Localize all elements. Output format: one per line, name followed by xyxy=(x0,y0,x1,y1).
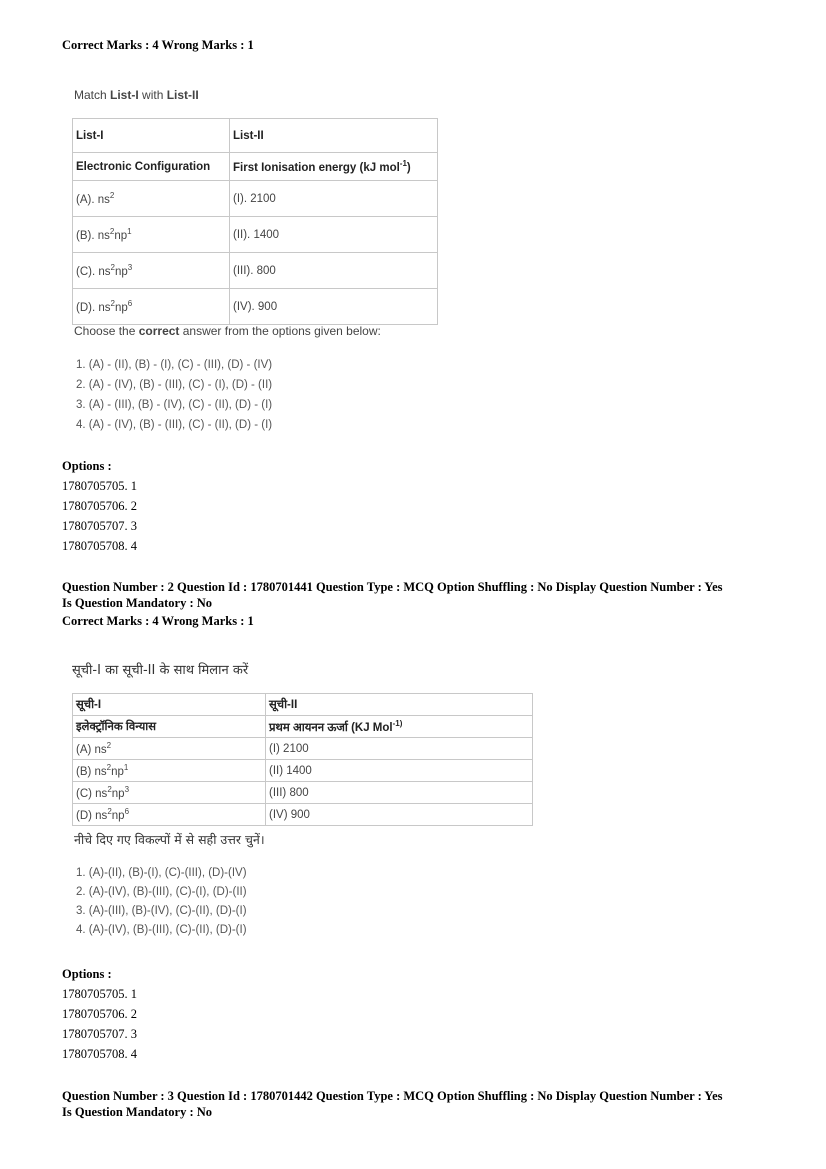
q1-sh2-text: First Ionisation energy (kJ mol xyxy=(233,161,400,174)
choice-item: 1. (A)-(II), (B)-(I), (C)-(III), (D)-(IV) xyxy=(76,867,247,879)
table-row xyxy=(73,253,438,289)
q2-header-line1: Question Number : 2 Question Id : 1780701441 Question Type : MCQ Option Shuffling : No Display Question Number : Yes xyxy=(62,580,723,594)
cell-text: (D). ns xyxy=(76,301,111,314)
cell-sup: 1 xyxy=(123,763,129,773)
cell-sup: 6 xyxy=(127,299,133,309)
q2-sh2-text: प्रथम आयनन ऊर्जा (KJ Mol xyxy=(269,721,393,734)
table-row xyxy=(73,217,438,253)
cell-sup: 2 xyxy=(107,785,112,795)
option-item: 1780705708. 4 xyxy=(62,1047,137,1061)
q1-table-header-2: List-II xyxy=(230,119,438,153)
cell-sup: 3 xyxy=(127,263,133,273)
cell-text: (A) ns xyxy=(76,743,107,756)
q2-table-header-1: सूची-I xyxy=(73,694,266,716)
option-item: 1780705705. 1 xyxy=(62,987,137,1001)
choice-item: 3. (A) - (III), (B) - (IV), (C) - (II), (D) - (I) xyxy=(76,399,273,411)
q2-match-table xyxy=(72,693,533,826)
table-cell: (I). 2100 xyxy=(230,181,438,217)
cell-sup: 2 xyxy=(106,741,112,751)
q2-header-line2: Is Question Mandatory : No xyxy=(62,596,213,610)
table-cell xyxy=(73,253,230,289)
table-cell xyxy=(73,217,230,253)
table-cell xyxy=(73,782,266,804)
table-cell: (IV) 900 xyxy=(266,804,533,826)
choice-item: 2. (A) - (IV), (B) - (III), (C) - (I), (D) - (II) xyxy=(76,379,273,391)
q1-options-label: Options : xyxy=(62,459,112,473)
choice-item: 2. (A)-(IV), (B)-(III), (C)-(I), (D)-(II) xyxy=(76,886,247,898)
table-row xyxy=(73,289,438,325)
cell-text: (C) ns xyxy=(76,787,108,800)
q1-match-table xyxy=(72,118,438,325)
q1-choice-list xyxy=(76,355,272,435)
q2-choose-instruction: नीचे दिए गए विकल्पों में से सही उत्तर चुनें। xyxy=(74,832,265,847)
table-cell: (III). 800 xyxy=(230,253,438,289)
option-item: 1780705706. 2 xyxy=(62,499,137,513)
q1-prompt-mid: with xyxy=(138,88,167,102)
table-row xyxy=(73,804,533,826)
choice-item: 1. (A) - (II), (B) - (I), (C) - (III), (D) - (IV) xyxy=(76,359,273,371)
q1-choose-bold: correct xyxy=(138,324,180,338)
table-cell: (III) 800 xyxy=(266,782,533,804)
table-row xyxy=(73,738,533,760)
q2-table-subheader-1: इलेक्ट्रॉनिक विन्यास xyxy=(73,716,266,738)
table-row xyxy=(73,760,533,782)
table-cell xyxy=(73,760,266,782)
q1-table-subheader-1: Electronic Configuration xyxy=(73,153,230,181)
cell-sup: 3 xyxy=(124,785,130,795)
q1-prompt xyxy=(74,88,199,102)
cell-sup: 2 xyxy=(110,263,115,273)
option-item: 1780705707. 3 xyxy=(62,1027,137,1041)
table-cell: (I) 2100 xyxy=(266,738,533,760)
option-item: 1780705707. 3 xyxy=(62,519,137,533)
table-cell xyxy=(73,289,230,325)
q1-choose-instruction xyxy=(74,324,381,338)
cell-mid: np xyxy=(114,229,128,242)
choice-item: 4. (A) - (IV), (B) - (III), (C) - (II), (D) - (I) xyxy=(76,419,273,431)
table-cell xyxy=(73,181,230,217)
q1-table-header-1: List-I xyxy=(73,119,230,153)
q3-header-line2: Is Question Mandatory : No xyxy=(62,1105,213,1119)
cell-mid: np xyxy=(114,265,128,278)
table-cell: (II) 1400 xyxy=(266,760,533,782)
table-cell xyxy=(73,738,266,760)
choice-item: 3. (A)-(III), (B)-(IV), (C)-(II), (D)-(I) xyxy=(76,905,247,917)
q1-options-list xyxy=(62,476,137,556)
q2-prompt: सूची-I का सूची-II के साथ मिलान करें xyxy=(72,663,249,678)
cell-text: (B). ns xyxy=(76,229,110,242)
cell-sup: 2 xyxy=(110,299,115,309)
table-cell: (IV). 900 xyxy=(230,289,438,325)
cell-text: (C). ns xyxy=(76,265,111,278)
q2-table-header-2: सूची-II xyxy=(266,694,533,716)
choice-item: 4. (A)-(IV), (B)-(III), (C)-(II), (D)-(I) xyxy=(76,924,247,936)
cell-sup: 1 xyxy=(127,227,132,237)
q1-prompt-list1: List-I xyxy=(110,88,139,102)
cell-mid: np xyxy=(114,301,128,314)
option-item: 1780705708. 4 xyxy=(62,539,137,553)
cell-text: (B) ns xyxy=(76,765,107,778)
q1-prompt-text: Match xyxy=(74,88,111,102)
table-cell: (II). 1400 xyxy=(230,217,438,253)
option-item: 1780705706. 2 xyxy=(62,1007,137,1021)
q1-prompt-list2: List-II xyxy=(166,88,199,102)
cell-sup: 2 xyxy=(109,191,115,201)
q2-choice-list xyxy=(76,864,247,940)
q1-choose-post: answer from the options given below: xyxy=(179,324,381,338)
cell-text: (D) ns xyxy=(76,809,108,822)
table-row xyxy=(73,782,533,804)
cell-mid: np xyxy=(111,809,125,822)
q1-sh2-sup: -1 xyxy=(399,159,407,169)
q3-header-line1: Question Number : 3 Question Id : 1780701442 Question Type : MCQ Option Shuffling : No Display Question Number : Yes xyxy=(62,1089,723,1103)
q1-table-subheader-2 xyxy=(230,153,438,181)
table-cell xyxy=(73,804,266,826)
cell-sup: 2 xyxy=(107,807,112,817)
cell-sup: 2 xyxy=(106,763,112,773)
q2-marks: Correct Marks : 4 Wrong Marks : 1 xyxy=(62,614,254,628)
table-row xyxy=(73,181,438,217)
q2-sh2-sup: -1) xyxy=(392,718,403,728)
q1-choose-pre: Choose the xyxy=(74,324,139,338)
cell-mid: np xyxy=(111,765,124,778)
q2-options-label: Options : xyxy=(62,967,112,981)
cell-text: (A). ns xyxy=(76,193,110,206)
q2-table-subheader-2 xyxy=(266,716,533,738)
q1-marks: Correct Marks : 4 Wrong Marks : 1 xyxy=(62,38,254,52)
q1-sh2-close: ) xyxy=(406,161,411,174)
option-item: 1780705705. 1 xyxy=(62,479,137,493)
q2-options-list xyxy=(62,984,137,1064)
cell-sup: 2 xyxy=(109,227,115,237)
cell-mid: np xyxy=(111,787,125,800)
cell-sup: 6 xyxy=(124,807,130,817)
